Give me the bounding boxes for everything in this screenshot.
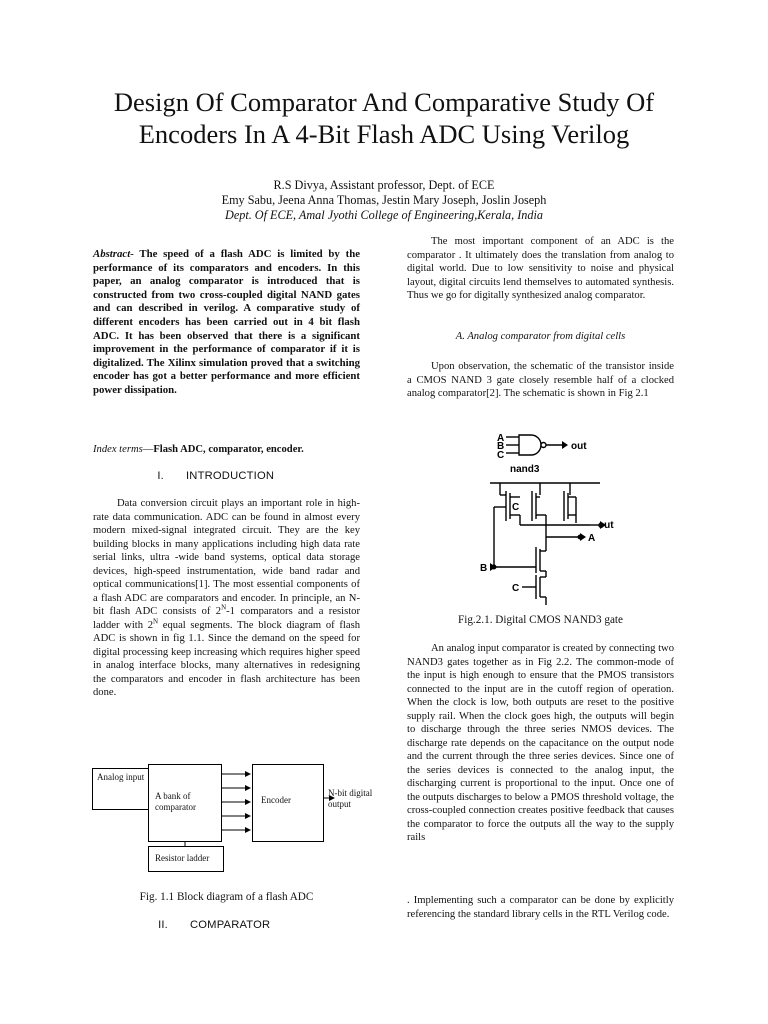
resistor-ladder-label: Resistor ladder xyxy=(155,853,210,863)
paragraph-text: An analog input comparator is created by connecting two NAND3 gates together as in Fig 2.2. The common-mode of the input is high enough to ensure that the PMOS transistors connected to the input are in the cutoff region of operation. When the clock is low, both outputs are reset to the positive supply rail. When the clock goes high, the outputs will begin to discharge through the three series NMOS devices. The discharge rate depends on the capacitance on the output node and the current through the three series devices. Since one of the series devices is connected to the analog input, the discharging current is proportional to the input. Once one of the outputs discharges to below a PMOS threshold voltage, the cross-coupled connection creates positive feedback that causes the comparator to force the outputs all the way to the supply rails xyxy=(407,643,674,843)
gate-output-label: out xyxy=(571,441,587,452)
subsection-heading-analog-comparator: A. Analog comparator from digital cells xyxy=(455,331,626,342)
section-title: INTRODUCTION xyxy=(186,470,275,482)
encoder-label: Encoder xyxy=(261,795,291,805)
authors-line-1: R.S Divya, Assistant professor, Dept. of ECE xyxy=(273,178,495,192)
pmos-gate-c: C xyxy=(512,502,520,513)
authors-line-2: Emy Sabu, Jeena Anna Thomas, Jestin Mary Joseph, Joslin Joseph xyxy=(221,193,547,207)
section-title: COMPARATOR xyxy=(190,919,271,931)
comparator-bank-box xyxy=(148,764,222,842)
gate-input-b: B xyxy=(497,441,505,452)
affiliation: Dept. Of ECE, Amal Jyothi College of Engineering,Kerala, India xyxy=(225,208,543,222)
abstract-text: The speed of a flash ADC is limited by the performance of its comparators and encoders. In this paper, an analog comparator is introduced that is constructed from two cross-coupled digital NAND gates and can described in verilog. A comparative study of different encoders has been carried out in 4 bit flash ADC. It has been observed that there is a significant improvement in the performance of comparator if it is digitalized. The Xilinx simulation proved that a switching encoder has got a better performance and more efficient power dissipation. xyxy=(93,248,360,396)
index-terms xyxy=(93,444,360,455)
section-heading-introduction xyxy=(128,470,274,482)
right-column-paragraph-3 xyxy=(407,642,674,845)
abstract xyxy=(93,248,360,398)
node-b-label: B xyxy=(480,563,488,574)
figure-1-1-caption: Fig. 1.1 Block diagram of a flash ADC xyxy=(139,891,314,903)
flash-adc-block-diagram xyxy=(90,760,390,880)
right-column-paragraph-2 xyxy=(407,360,674,401)
section-number: I. xyxy=(157,470,164,482)
node-a-label: A xyxy=(588,533,596,544)
nmos-gate-c: C xyxy=(512,583,520,594)
intro-text-part-3: equal segments. The block diagram of flash ADC is shown in fig 1.1. Since the demand on the speed for digital processing keep increasing which requires higher speed in analog interface blocks, many alternatives in redesigning the comparators and encoder in flash architecture has been done. xyxy=(93,619,360,698)
introduction-paragraph xyxy=(93,497,360,700)
encoder-box xyxy=(252,764,324,842)
nand3-schematic xyxy=(480,427,630,607)
intro-text-part-1: Data conversion circuit plays an important role in high- rate data communication. ADC can be found in almost every modern mixed-signal integrated circuit. They are the key building blocks in many applications including high data rate serial links, ultra -wide band systems, optical data storage devices, high-speed instrumentation, wide band radar and optical communications[1]. The most essential components of a flash ADC are comparators and encoder. In principle, an N-bit flash ADC consists of 2 xyxy=(93,498,360,617)
title-line-2: Encoders In A 4-Bit Flash ADC Using Verilog xyxy=(138,119,630,149)
analog-input-box xyxy=(92,768,149,810)
right-column-paragraph-4 xyxy=(407,894,674,921)
abstract-label: Abstract- xyxy=(93,248,134,260)
paragraph-text: Upon observation, the schematic of the transistor inside a CMOS NAND 3 gate closely resemble half of a clocked analog comparator[2]. The schematic is shown in Fig 2.1 xyxy=(407,361,674,399)
paragraph-text: . Implementing such a comparator can be done by explicitly referencing the standard library cells in the RTL Verilog code. xyxy=(407,895,674,920)
paper-title xyxy=(60,86,708,150)
intro-text-part-2: -1 comparators and a resistor ladder with 2 xyxy=(93,606,360,631)
digital-output-label: N-bit digital output xyxy=(328,788,373,809)
section-number: II. xyxy=(158,919,168,931)
right-column-paragraph-1 xyxy=(407,235,674,303)
section-heading-comparator xyxy=(132,919,270,931)
gate-name-label: nand3 xyxy=(510,464,540,475)
author-block xyxy=(60,178,708,223)
figure-2-1-caption: Fig.2.1. Digital CMOS NAND3 gate xyxy=(457,614,623,626)
analog-input-label: Analog input xyxy=(97,772,145,782)
title-line-1: Design Of Comparator And Comparative Study Of xyxy=(113,87,655,117)
resistor-ladder-box xyxy=(148,846,224,872)
node-out-label: out xyxy=(598,520,614,531)
comparator-bank-label: A bank of comparator xyxy=(155,791,196,812)
superscript-n: N xyxy=(153,616,159,625)
paragraph-text: The most important component of an ADC is the comparator . It ultimately does the translation from analog to digital world. Due to low sensitivity to noise and physical layout, digital circuits lend themselves to automated synthesis. Thus we go for digitally synthesized analog comparator. xyxy=(407,236,674,301)
index-terms-dash: — xyxy=(142,444,154,455)
gate-input-c: C xyxy=(497,450,505,461)
index-terms-text: Flash ADC, comparator, encoder. xyxy=(153,444,304,455)
index-terms-label: Index terms xyxy=(93,444,143,455)
superscript-n: N xyxy=(221,603,227,612)
gate-input-a: A xyxy=(497,433,505,444)
